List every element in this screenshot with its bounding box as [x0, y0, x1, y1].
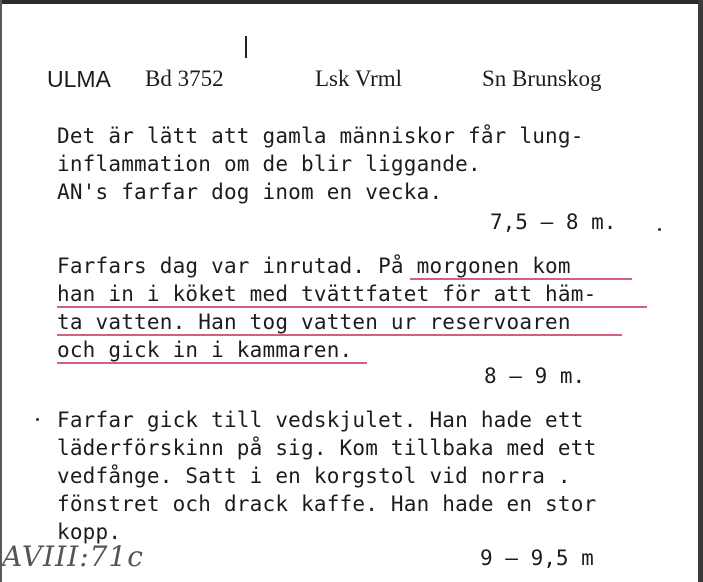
entry-2-line-1: Farfars dag var inrutad. På morgonen kom [57, 254, 571, 278]
entry-3-line-2: läderförskinn på sig. Kom tillbaka med ett [57, 436, 597, 460]
underline-3 [57, 334, 622, 336]
entry-2-line-3: ta vatten. Han tog vatten ur reservoaren [57, 310, 571, 334]
volume-number: Bd 3752 [145, 66, 224, 91]
archive-code: ULMA [47, 66, 111, 92]
entry-3-line-4: fönstret och drack kaffe. Han hade en stor [57, 492, 597, 516]
entry-2-line-4: och gick in i kammaren. [57, 338, 353, 362]
entry-1-line-1: Det är lätt att gamla människor får lung- [57, 124, 584, 148]
underline-4 [57, 362, 367, 364]
underline-1 [410, 278, 632, 280]
mark-dot [658, 228, 661, 231]
entry-1-reference: 7,5 – 8 m. [490, 210, 617, 234]
entry-1-line-2: inflammation om de blir liggande. [57, 152, 481, 176]
entry-3-reference: 9 – 9,5 m [480, 546, 594, 570]
parish-label: Sn Brunskog [482, 66, 602, 91]
entry-2-line-2: han in i köket med tvättfatet för att häm- [57, 282, 597, 306]
card-right-edge [698, 0, 703, 582]
mark-dot [36, 418, 39, 421]
underline-2 [57, 306, 647, 308]
county-label: Lsk Vrml [315, 66, 403, 91]
card-left-edge [0, 0, 2, 582]
tick-mark [245, 36, 247, 58]
entry-3-line-5: kopp. [57, 520, 122, 544]
entry-1-line-3: AN's farfar dog inom en vecka. [57, 180, 443, 204]
entry-3-line-3: vedfånge. Satt i en korgstol vid norra . [57, 464, 571, 488]
entry-2-reference: 8 – 9 m. [484, 364, 586, 388]
entry-3-line-1: Farfar gick till vedskjulet. Han hade ett [57, 408, 584, 432]
card-top-edge [0, 0, 703, 4]
handwritten-note: AVIII:71c [2, 540, 144, 573]
